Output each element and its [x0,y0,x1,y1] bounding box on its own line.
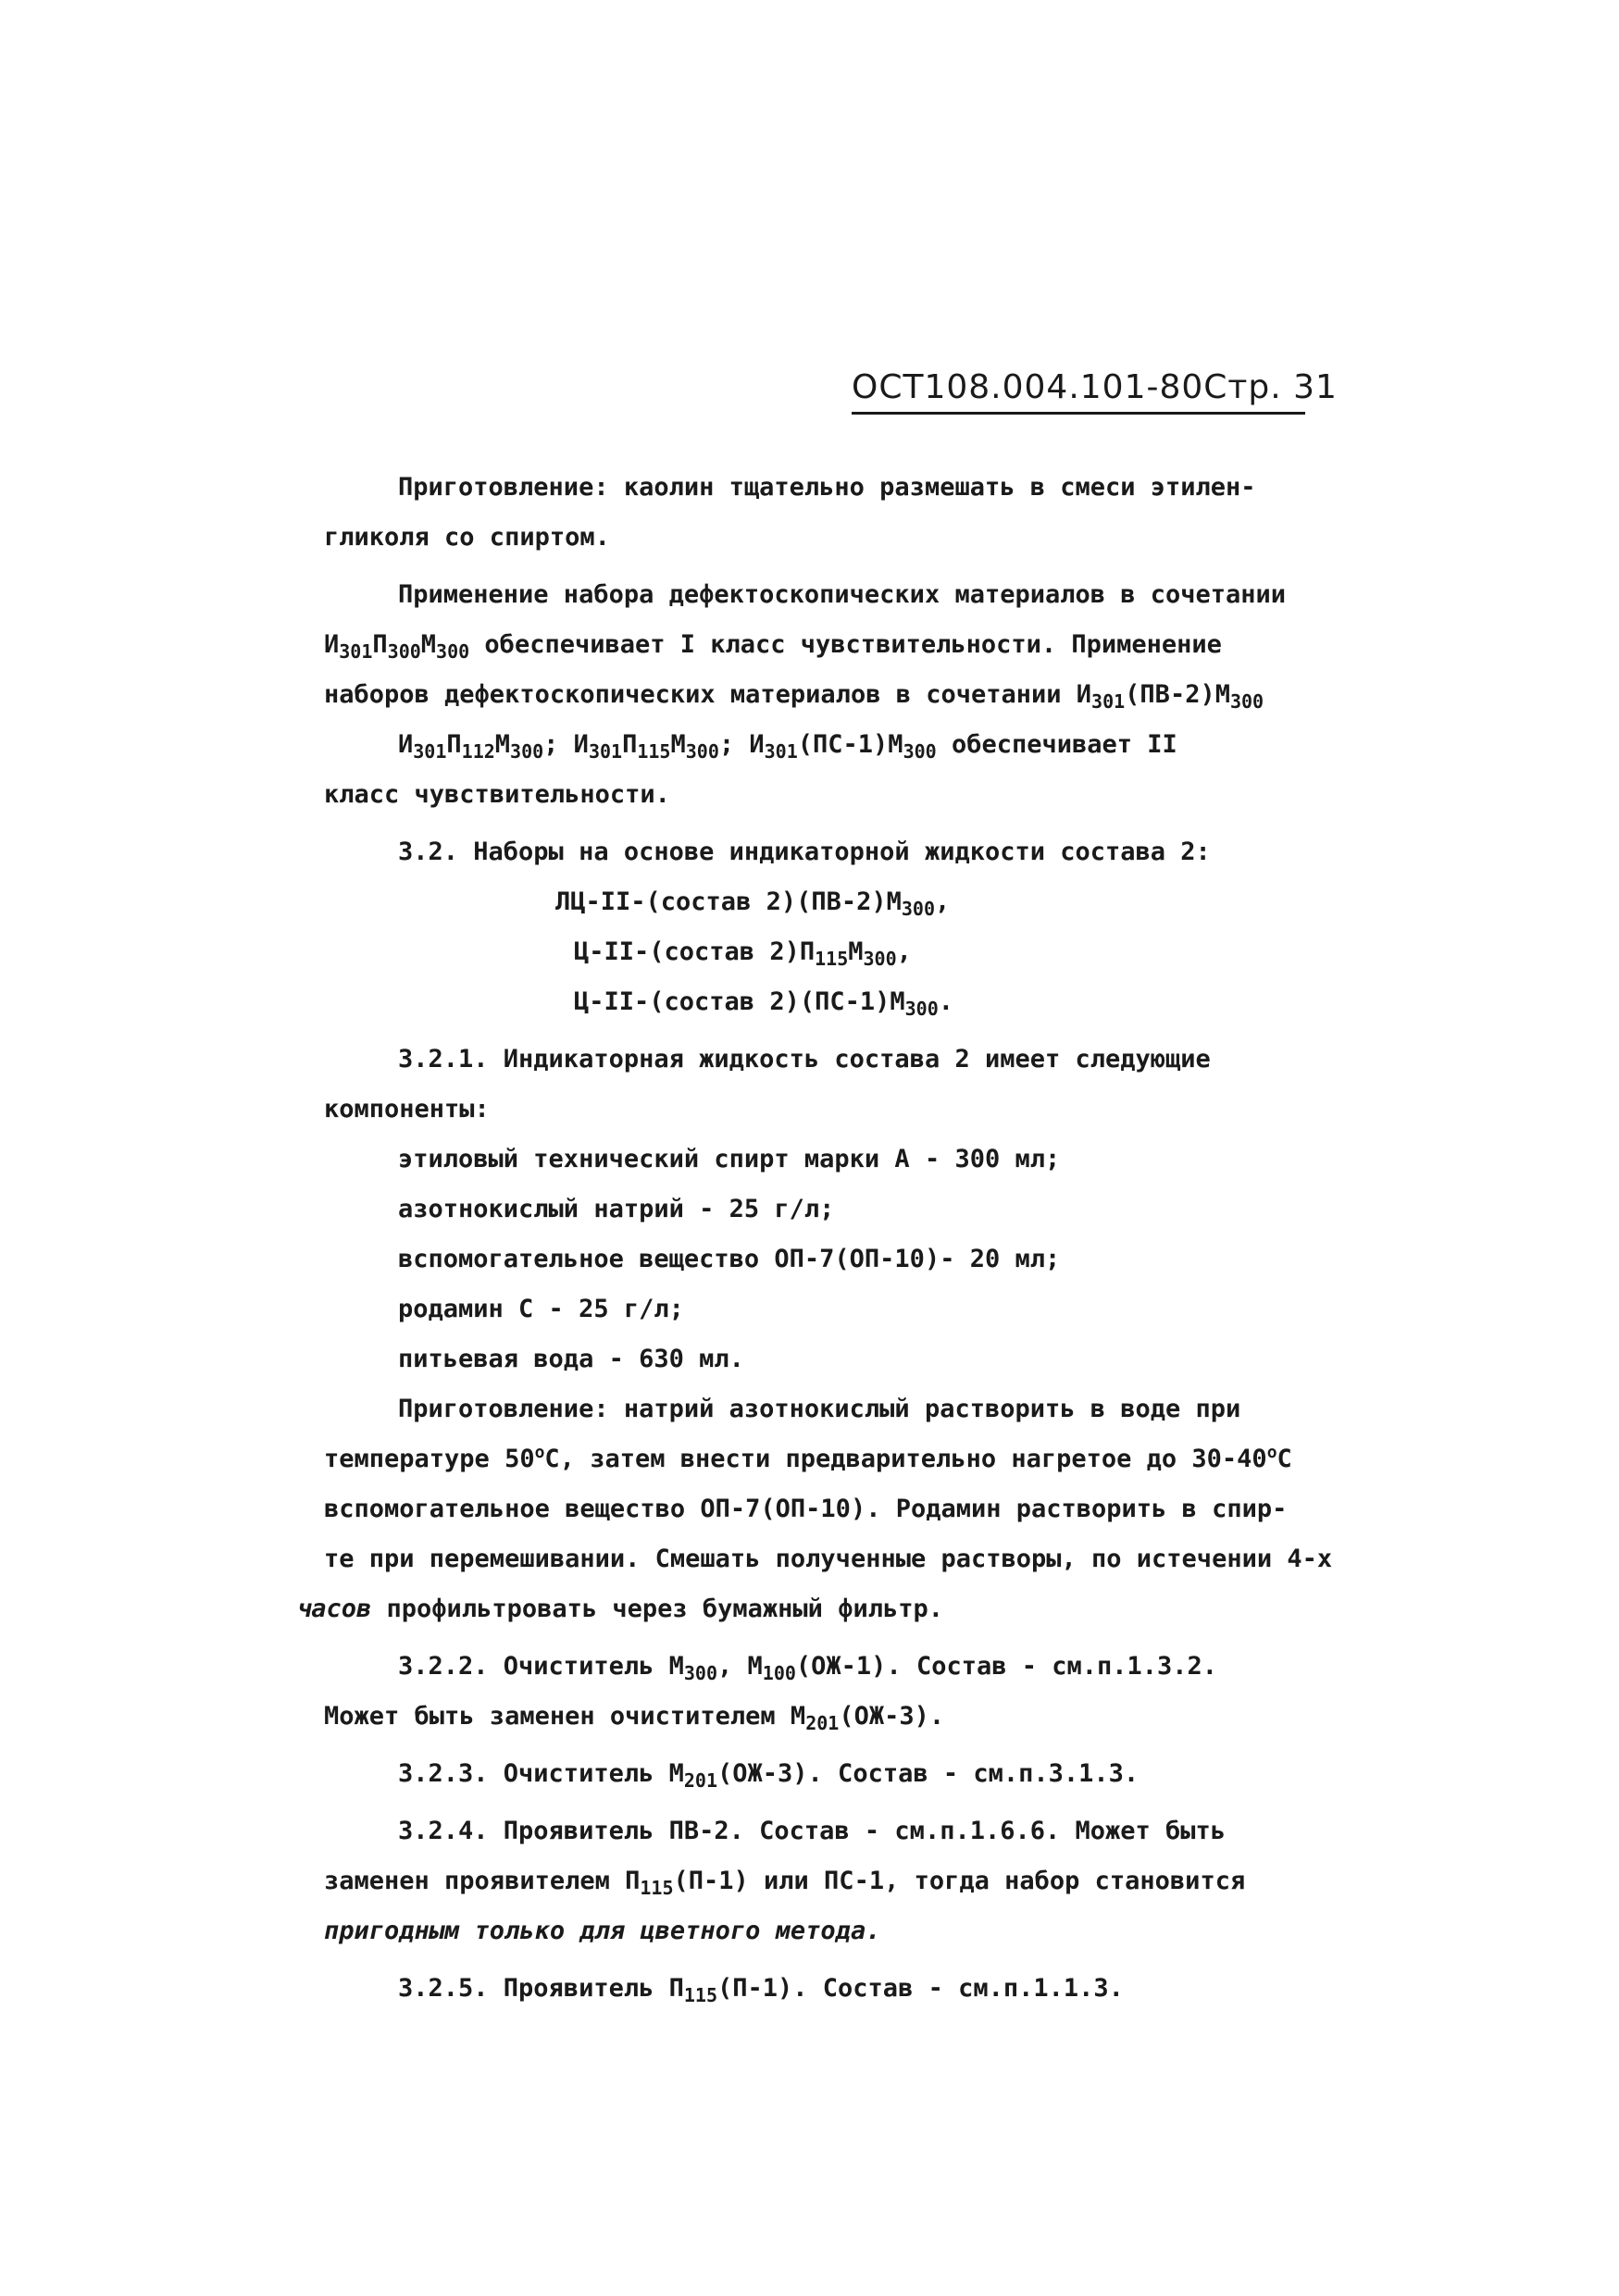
text-line: гликоля со спиртом. [324,523,610,552]
text-line: температуре $50^оС$, затем внести предварительно нагретое до $30-40^оС$ [324,1443,1292,1473]
text-line: класс чувствительности. [324,780,670,809]
section-3-2: 3.2. Наборы на основе индикаторной жидкости состава 2: [398,838,1211,866]
section-3-2-3: 3.2.3. Очиститель $М_{201}(ОЖ-3)$. Состав - см.п.3.1.3. [398,1759,1140,1792]
component-item: этиловый технический спирт марки А - 300 мл; [398,1145,1061,1173]
component-item: вспомогательное вещество ОП-7(ОП-10)- 20 мл; [398,1245,1061,1273]
text-line: те при перемешивании. Смешать полученные растворы, по истечении 4-х [324,1545,1333,1573]
page-number: Стр. 31 [1203,368,1338,406]
formula-line: ЛЦ-II-(состав $2)(ПВ-2)М_{300}$, [555,887,951,920]
formula-line: Ц-II-(состав $2)П_{115}М_{300}$, [574,937,912,970]
text-line: наборов дефектоскопических материалов в сочетании $И_{301}(ПВ-2)М_{300}$ [324,680,1264,713]
component-item: азотнокислый натрий - 25 г/л; [398,1195,835,1223]
text-line: заменен проявителем $П_{115}(П-1)$ или ПС-1, тогда набор становится [324,1867,1246,1899]
component-item: родамин С - 25 г/л; [398,1295,684,1323]
formula-line: Ц-II-(состав $2)(ПС-1)М_{300}$. [574,987,954,1020]
section-3-2-4: 3.2.4. Проявитель ПВ-2. Состав - см.п.1.6.6. Может быть [398,1817,1227,1845]
text-line: Применение набора дефектоскопических материалов в сочетании [398,580,1287,609]
text-line: Приготовление: натрий азотнокислый растворить в воде при [398,1395,1241,1423]
text-line: Приготовление: каолин тщательно размешать в смеси этилен- [398,473,1256,502]
section-3-2-2: 3.2.2. Очиститель $М_{300}$, $М_{100}(ОЖ-1)$. Состав - см.п.1.3.2. [398,1652,1218,1684]
text-line: пригодным только для цветного метода. [324,1917,881,1945]
handwritten-word: часов [296,1595,372,1623]
text-line: $И_{301}П_{300}М_{300}$ обеспечивает I класс чувствительности. Применение [324,630,1222,663]
text-line: $И_{301}П_{112}М_{300}$; $И_{301}П_{115}М_{300}$; $И_{301}(ПС-1)М_{300}$ обеспечивает II [398,730,1177,763]
text-line: Может быть заменен очистителем $М_{201}(ОЖ-3)$. [324,1702,945,1734]
text-line: часов профильтровать через бумажный фильтр. [296,1595,943,1623]
document-code: ОСТ108.004.101-80 [852,368,1204,406]
component-item: питьевая вода - 630 мл. [398,1345,744,1373]
page-header [852,368,1338,415]
section-3-2-5: 3.2.5. Проявитель $П_{115}(П-1)$. Состав - см.п.1.1.3. [398,1974,1124,2006]
document-body [296,463,1333,2014]
text-line: вспомогательное вещество ОП-7(ОП-10). Родамин растворить в спир- [324,1495,1288,1523]
text-line: компоненты: [324,1095,490,1123]
section-3-2-1: 3.2.1. Индикаторная жидкость состава 2 имеет следующие [398,1045,1211,1074]
